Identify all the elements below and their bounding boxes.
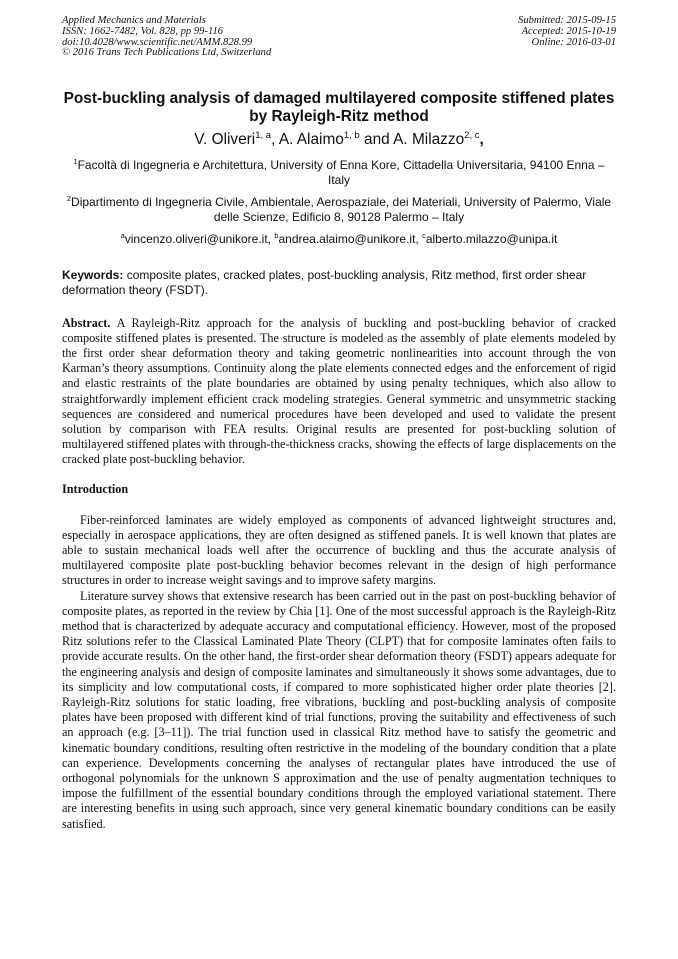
keywords <box>62 268 616 298</box>
author-affiliation-mark: 1, b <box>343 129 360 141</box>
email-mark: a <box>120 231 125 240</box>
paper-page <box>62 16 616 832</box>
author-conjunction: and <box>364 131 390 148</box>
author-list: V. Oliveri$^{1, a}$, A. Alaimo$^{1, b}$ and A. Milazzo$^{2, c}$, <box>194 129 484 148</box>
email-mark: c <box>422 231 426 240</box>
keywords-text: composite plates, cracked plates, post-buckling analysis, Ritz method, first order shear deformation theory (FSDT). <box>62 268 587 297</box>
abstract-text: A Rayleigh-Ritz approach for the analysis of buckling and post-buckling behavior of cracked composite stiffened plates is presented. The structure is modeled as the assembly of plate elements modeled by the first order shear deformation theory and taking geometric nonlinearities into account through the von Karman’s theory assumptions. Continuity along the plate elements connected edges and the enforcement of rigid and elastic restraints of the plate boundaries are obtained by using penalty techniques, which also allow to straightforwardly implement efficient crack modeling strategies. General symmetric and unsymmetric stacking sequences are considered and numerical procedures have been developed and used to validate the present solution by comparison with FEA results. Original results are presented for post-buckling solution of multilayered stiffened plates with through-the-thickness cracks, showing the effects of large displacements on the cracked plate post-buckling behavior. <box>62 315 617 467</box>
email-mark: b <box>274 231 279 240</box>
journal-name: Applied Mechanics and Materials <box>62 15 206 26</box>
author-emails <box>62 232 616 247</box>
affiliation-1 <box>62 158 616 188</box>
affiliation-text: Dipartimento di Ingegneria Civile, Ambientale, Aerospaziale, dei Materiali, University of Palermo, Viale delle Scienze, Edificio 8, 90128 Palermo – Italy <box>71 195 612 224</box>
affiliation-mark: 1 <box>73 157 78 166</box>
paragraph: Literature survey shows that extensive research has been carried out in the past on post-buckling behavior of composite plates, as reported in the review by Chia [1]. One of the most successful approach is the Rayleigh-Ritz method that is characterized by adequate accuracy and computational efficiency. However, most of the proposed Ritz solutions refer to the Classical Laminated Plate Theory (CLPT) that for composite laminates often fails to provide accurate results. On the other hand, the first-order shear deformation theory (FSDT) appears adequate for the engineering analysis and design of composite laminates and simultaneously it shows some advantages, due to its simplicity and low computational costs, if compared to more sophisticated higher order plate theories [2]. Rayleigh-Ritz solutions for static loading, free vibrations, buckling and post-buckling analysis of composite plates have been proposed with different kind of trial functions, proving the suitability and effectiveness of such an approach (e.g. [3–11]). The trial function used in classical Ritz method have to satisfy the geometric and kinematic boundary conditions, resulting often restrictive in the modeling of the boundary condition that a plate can experience. Developments concerning the analyses of rectangular plates have introduced the use of orthogonal polynomials for the unknown S approximation and the use of penalty augmentation techniques to impose the fulfillment of the essential boundary conditions through the employed variational statement. There are interesting benefits in using such approach, since very general kinematic boundary conditions can be easily satisfied. <box>62 588 616 831</box>
journal-info <box>62 16 271 59</box>
affiliation-2 <box>62 195 616 225</box>
author-list-end: , <box>479 131 484 148</box>
abstract <box>62 316 616 468</box>
abstract-label: Abstract. <box>62 315 111 330</box>
paragraph: Fiber-reinforced laminates are widely employed as components of advanced lightweight structures and, especially in aerospace applications, they are often designed as stiffened panels. It is well known that plates are able to sustain mechanical loads well after the occurrence of buckling and thus the accurate analysis of multilayered composite plate post-buckling behavior becomes relevant in the design of high performance structures in order to increase weight savings and to improve safety margins. <box>62 512 616 588</box>
author-name: V. Oliveri <box>194 131 256 148</box>
author-affiliation-mark: 2, c <box>464 129 480 141</box>
email-link[interactable]: alberto.milazzo@unipa.it <box>425 232 558 246</box>
journal-issn: ISSN: 1662-7482, Vol. 828, pp 99-116 <box>62 25 224 37</box>
paper-title: Post-buckling analysis of damaged multilayered composite stiffened plates by Rayleigh-Ritz method <box>63 90 615 125</box>
email-link[interactable]: andrea.alaimo@unikore.it, <box>278 232 419 246</box>
author-affiliation-mark: 1, a <box>255 129 272 141</box>
accepted-date: Accepted: 2015-10-19 <box>521 25 616 37</box>
affiliation-mark: 2 <box>66 194 72 203</box>
affiliation-text: Facoltà di Ingegneria e Architettura, University of Enna Kore, Cittadella Universitaria, 94100 Enna – Italy <box>77 158 605 187</box>
journal-copyright: © 2016 Trans Tech Publications Ltd, Switzerland <box>62 47 272 59</box>
submission-dates <box>518 16 616 48</box>
author-name: A. Milazzo <box>393 131 465 148</box>
keywords-label: Keywords: <box>62 268 124 282</box>
submitted-date: Submitted: 2015-09-15 <box>518 15 616 26</box>
journal-header <box>62 16 616 70</box>
journal-doi: doi:10.4028/www.scientific.net/AMM.828.99 <box>62 36 253 48</box>
section-heading-introduction: Introduction <box>62 481 129 496</box>
author-name: A. Alaimo <box>278 131 344 148</box>
email-link[interactable]: vincenzo.oliveri@unikore.it, <box>124 232 271 246</box>
online-date: Online: 2016-03-01 <box>531 36 616 48</box>
